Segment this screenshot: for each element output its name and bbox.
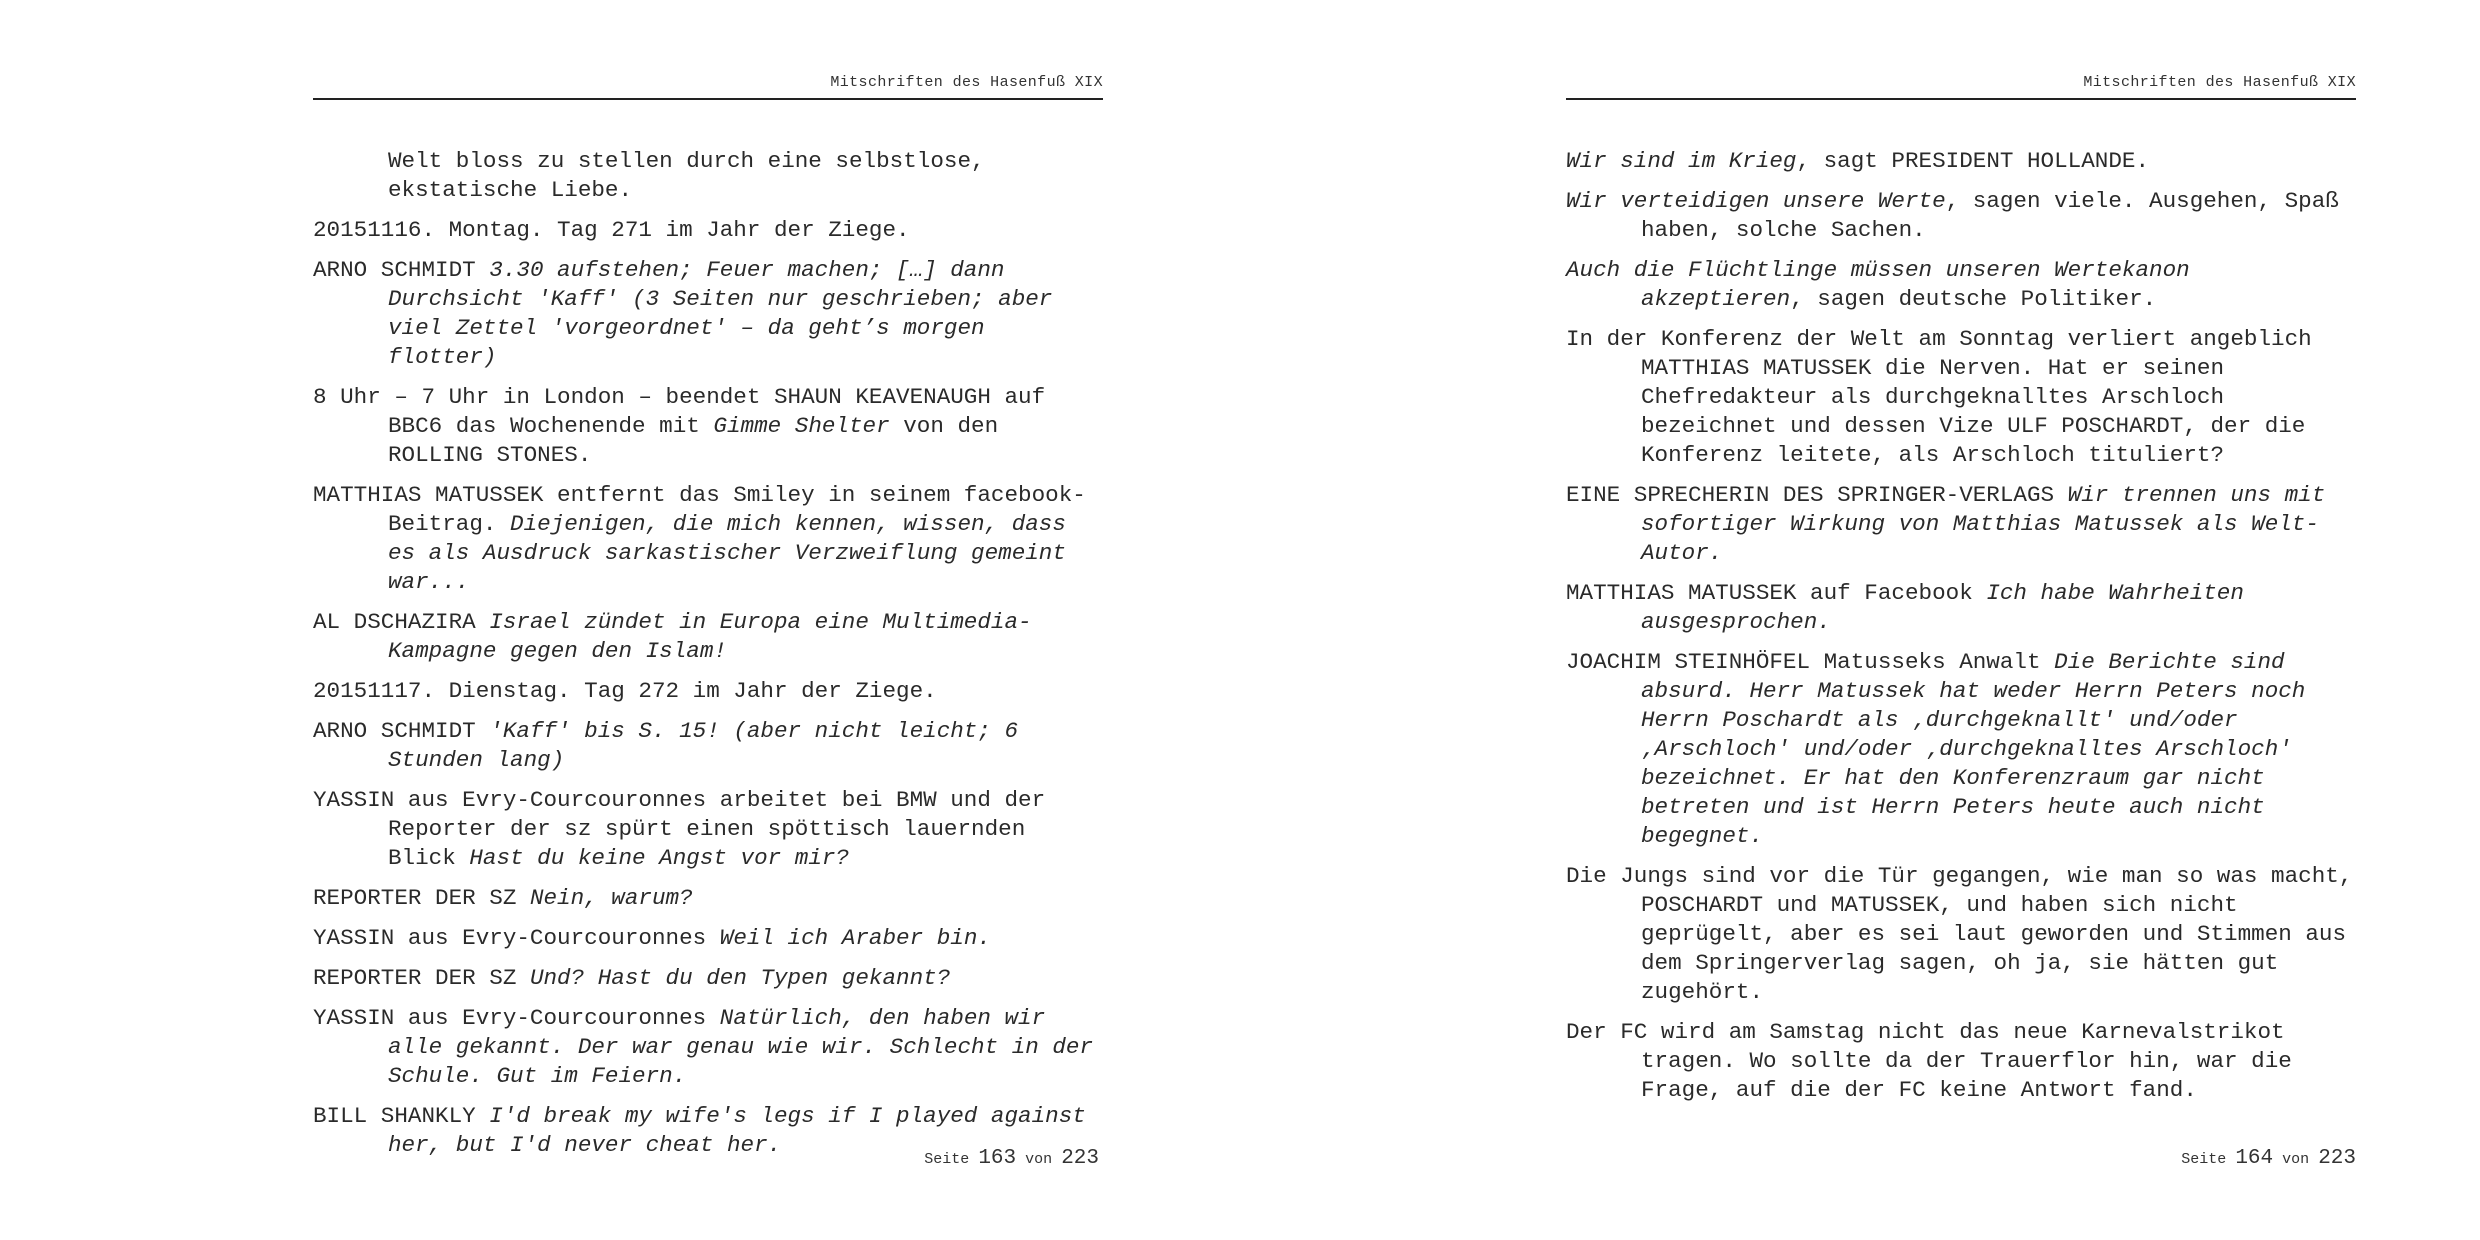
paragraph (313, 216, 1103, 245)
text-run: BILL SHANKLY (313, 1103, 490, 1129)
page-body (313, 147, 1103, 1171)
paragraph (313, 964, 1103, 993)
italic-text: Nein, warum? (529, 885, 693, 911)
running-head: Mitschriften des Hasenfuß XIX (2083, 74, 2356, 91)
paragraph (1566, 147, 2356, 176)
text-run: YASSIN aus Evry-Courcouronnes (313, 925, 720, 951)
text-run: 20151116. Montag. Tag 271 im Jahr der Ziege. (313, 217, 910, 243)
page-number: 163 (978, 1147, 1017, 1170)
text-run: REPORTER DER SZ (313, 885, 530, 911)
text-run: , sagen viele. Ausgehen, Spaß haben, solche Sachen. (1641, 188, 2339, 243)
text-run: , sagen deutsche Politiker. (1790, 286, 2157, 312)
italic-text: Ich habe Wahrheiten ausgesprochen. (1641, 580, 2244, 635)
paragraph (313, 884, 1103, 913)
paragraph (313, 608, 1103, 666)
folio-of: von (1025, 1151, 1053, 1168)
text-run: von den ROLLING STONES. (388, 413, 999, 468)
italic-text: Hast du keine Angst vor mir? (469, 845, 849, 871)
text-run: Die Jungs sind vor die Tür gegangen, wie man so was macht, POSCHARDT und MATUSSEK, und haben sich nicht geprügelt, aber es sei laut geworden und Stimmen aus dem Springerverlag sagen, oh ja, sie hätten gut zugehört. (1566, 863, 2353, 1005)
text-run: Der FC wird am Samstag nicht das neue Karnevalstrikot tragen. Wo sollte da der Trauerflor hin, war die Frage, auf die der FC keine Antwort fand. (1566, 1019, 2292, 1103)
paragraph (313, 717, 1103, 775)
italic-text: I'd break my wife's legs if I played against her, but I'd never cheat her. (388, 1103, 1086, 1158)
text-run: 8 Uhr – 7 Uhr in London – beendet SHAUN KEAVENAUGH auf BBC6 das Wochenende mit (313, 384, 1046, 439)
text-run: Welt bloss zu stellen durch eine selbstlose, ekstatische Liebe. (388, 148, 985, 203)
running-head: Mitschriften des Hasenfuß XIX (830, 74, 1103, 91)
paragraph (1566, 862, 2356, 1007)
italic-text: Weil ich Araber bin. (719, 925, 991, 951)
page-footer (924, 1147, 1099, 1170)
italic-text: Die Berichte sind absurd. Herr Matussek hat weder Herrn Peters noch Herrn Poschardt als ‚durchgeknallt' und/oder ‚Arschloch' und/oder ‚durchgeknalltes Arschloch' bezeichnet. Er hat den Konferenzraum gar nicht betreten und ist Herrn Peters heute auch nicht begegnet. (1641, 649, 2306, 849)
text-run: EINE SPRECHERIN DES SPRINGER-VERLAGS (1566, 482, 2068, 508)
italic-text: Israel zündet in Europa eine Multimedia-Kampagne gegen den Islam! (388, 609, 1032, 664)
text-run: YASSIN aus Evry-Courcouronnes arbeitet bei BMW und der Reporter der sz spürt einen spöttisch lauernden Blick (313, 787, 1046, 871)
paragraph (313, 677, 1103, 706)
italic-text: Wir verteidigen unsere Werte (1566, 188, 1946, 214)
folio-word: Seite (924, 1151, 970, 1168)
paragraph (1566, 325, 2356, 470)
paragraph (1566, 579, 2356, 637)
text-run: ARNO SCHMIDT (313, 718, 490, 744)
italic-text: 'Kaff' bis S. 15! (aber nicht leicht; 6 Stunden lang) (388, 718, 1019, 773)
italic-text: Diejenigen, die mich kennen, wissen, dass es als Ausdruck sarkastischer Verzweiflung gemeint war... (388, 511, 1066, 595)
paragraph (313, 481, 1103, 597)
paragraph (1566, 648, 2356, 851)
paragraph (313, 1004, 1103, 1091)
header-rule (1566, 98, 2356, 100)
text-run: In der Konferenz der Welt am Sonntag verliert angeblich MATTHIAS MATUSSEK die Nerven. Hat er seinen Chefredakteur als durchgeknalltes Arschloch bezeichnet und dessen Vize ULF POSCHARDT, der die Konferenz leitete, als Arschloch tituliert? (1566, 326, 2312, 468)
total-pages: 223 (1061, 1147, 1099, 1170)
text-run: YASSIN aus Evry-Courcouronnes (313, 1005, 720, 1031)
text-run: REPORTER DER SZ (313, 965, 530, 991)
paragraph (1566, 481, 2356, 568)
paragraph (313, 383, 1103, 470)
italic-text: Auch die Flüchtlinge müssen unseren Wertekanon akzeptieren (1566, 257, 2190, 312)
paragraph (1566, 256, 2356, 314)
total-pages: 223 (2318, 1147, 2356, 1170)
text-run: ARNO SCHMIDT (313, 257, 490, 283)
italic-text: Natürlich, den haben wir alle gekannt. Der war genau wie wir. Schlecht in der Schule. Gut im Feiern. (388, 1005, 1094, 1089)
text-run: 20151117. Dienstag. Tag 272 im Jahr der Ziege. (313, 678, 937, 704)
italic-text: Wir trennen uns mit sofortiger Wirkung von Matthias Matussek als Welt-Autor. (1641, 482, 2326, 566)
text-run: MATTHIAS MATUSSEK entfernt das Smiley in seinem facebook-Beitrag. (313, 482, 1086, 537)
header-rule (313, 98, 1103, 100)
paragraph (313, 786, 1103, 873)
paragraph (1566, 187, 2356, 245)
text-run: MATTHIAS MATUSSEK auf Facebook (1566, 580, 1987, 606)
italic-text: Und? Hast du den Typen gekannt? (529, 965, 951, 991)
page-number: 164 (2235, 1147, 2274, 1170)
text-run: , sagt PRESIDENT HOLLANDE. (1796, 148, 2150, 174)
paragraph (313, 147, 1103, 205)
italic-text: Gimme Shelter (713, 413, 890, 439)
paragraph (313, 924, 1103, 953)
folio-word: Seite (2181, 1151, 2227, 1168)
folio-of: von (2282, 1151, 2310, 1168)
page-body (1566, 147, 2356, 1116)
italic-text: 3.30 aufstehen; Feuer machen; […] dann Durchsicht 'Kaff' (3 Seiten nur geschrieben; aber viel Zettel 'vorgeordnet' – da geht’s morgen flotter) (388, 257, 1053, 370)
right-page (1240, 0, 2480, 1240)
paragraph (313, 256, 1103, 372)
italic-text: Wir sind im Krieg (1566, 148, 1797, 174)
text-run: JOACHIM STEINHÖFEL Matusseks Anwalt (1566, 649, 2055, 675)
text-run: AL DSCHAZIRA (313, 609, 490, 635)
page-footer (2181, 1147, 2356, 1170)
paragraph (1566, 1018, 2356, 1105)
